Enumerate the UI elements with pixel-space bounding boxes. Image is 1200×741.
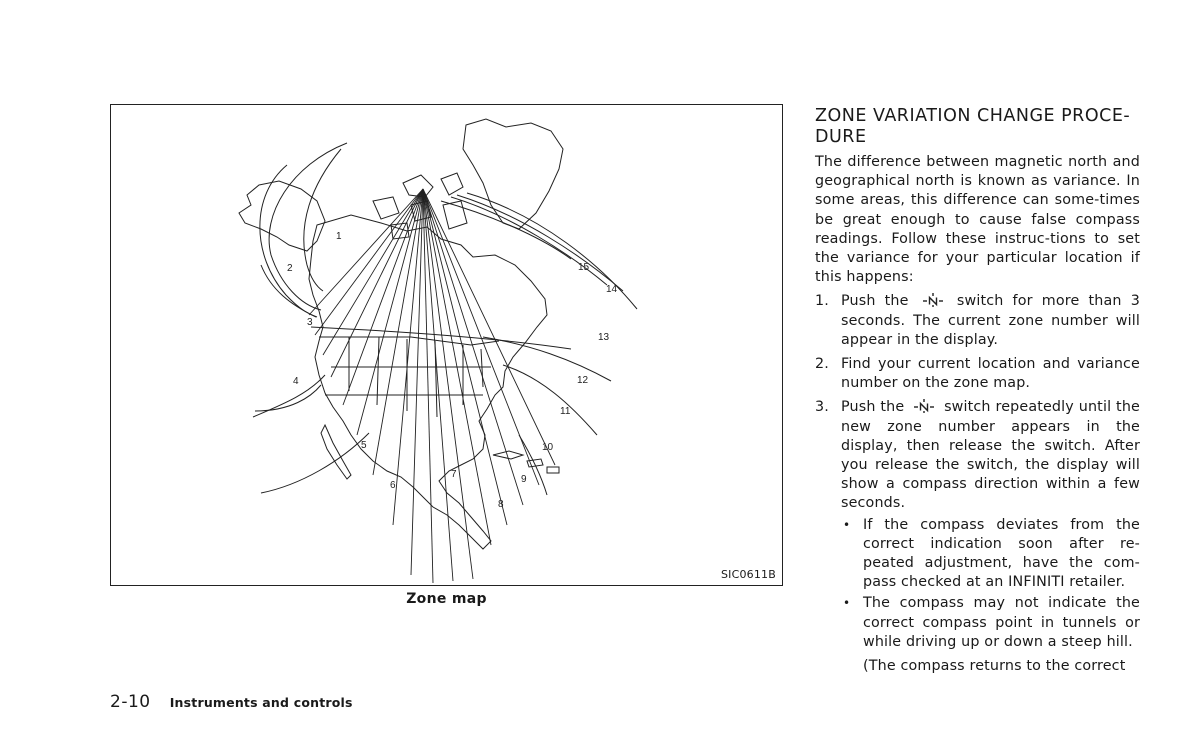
zone-label: 12	[577, 375, 589, 386]
step-text-before: Push the	[841, 399, 905, 416]
step-number: 3.	[815, 399, 829, 416]
alaska-outline	[239, 181, 325, 251]
zone-label: 2	[287, 263, 293, 274]
zone-label: 1	[336, 231, 342, 242]
bullet-item	[841, 594, 1140, 652]
bullet-text: If the compass deviates from the correct indication soon after re-peated adjustment, have the com-pass checked at an INFINITI retailer.	[863, 516, 1140, 591]
step-text-after: switch for more than 3 seconds. The current zone number will appear in the display.	[841, 293, 1141, 348]
intro-paragraph: The difference between magnetic north and geographical north is known as variance. In some areas, this difference can some-times be great enough to cause false compass readings. Follow these instruc-tions to set the variance for your particular location if this happens:	[815, 154, 1140, 286]
zone-label: 15	[578, 262, 590, 273]
step-text-after: switch repeatedly until the new zone number appears in the display, then release the switch. After you release the switch, the display will show a compass direction within a few seconds.	[841, 399, 1140, 512]
zone-label: 3	[307, 317, 313, 328]
zone-label: 9	[521, 474, 527, 485]
zone-label: 4	[293, 376, 299, 387]
zone-label: 10	[542, 442, 554, 453]
baja-outline	[321, 425, 351, 479]
zone-label: 8	[498, 499, 504, 510]
step-text: Find your current location and variance number on the zone map.	[841, 356, 1140, 392]
zone-map-illustration	[111, 105, 784, 587]
bullet-list	[841, 516, 1140, 652]
isogonic-lines	[309, 189, 555, 583]
zone-map-figure	[110, 104, 783, 586]
step-item	[815, 292, 1140, 350]
zone-label: 7	[451, 469, 457, 480]
zone-variation-section	[815, 106, 1140, 676]
continuation-text: (The compass returns to the correct	[863, 658, 1126, 675]
zone-label: 11	[560, 406, 571, 417]
figure-code: SIC0611B	[720, 568, 776, 581]
north-arrow-switch-icon	[922, 293, 944, 307]
step-text-before: Push the	[841, 293, 909, 310]
zone-label: 5	[361, 440, 367, 451]
bullet-item	[841, 516, 1140, 593]
zone-arcs-right	[311, 193, 637, 495]
north-arrow-switch-icon	[913, 399, 935, 413]
caribbean-islands-outline	[493, 451, 559, 473]
heading-line-1: ZONE VARIATION CHANGE PROCE-	[815, 106, 1131, 126]
footer-section-name: Instruments and controls	[169, 695, 353, 710]
zone-number-labels	[287, 231, 618, 510]
page-footer	[110, 692, 353, 712]
zone-label: 6	[390, 480, 396, 491]
figure-caption: Zone map	[406, 591, 487, 607]
section-heading	[815, 106, 1140, 148]
bullet-icon: •	[843, 596, 851, 611]
step-item	[815, 398, 1140, 652]
zone-label: 14	[606, 284, 618, 295]
bullet-icon: •	[843, 517, 851, 532]
zone-label: 13	[598, 332, 610, 343]
steps-list	[815, 292, 1140, 652]
step-item	[815, 355, 1140, 393]
state-lines	[325, 337, 491, 417]
page-number: 2-10	[110, 692, 151, 712]
step-number: 2.	[815, 356, 829, 373]
heading-line-2: DURE	[815, 127, 867, 147]
step-number: 1.	[815, 293, 829, 310]
bullet-text: The compass may not indicate the correct compass point in tunnels or while driving up or down a steep hill.	[863, 595, 1140, 650]
